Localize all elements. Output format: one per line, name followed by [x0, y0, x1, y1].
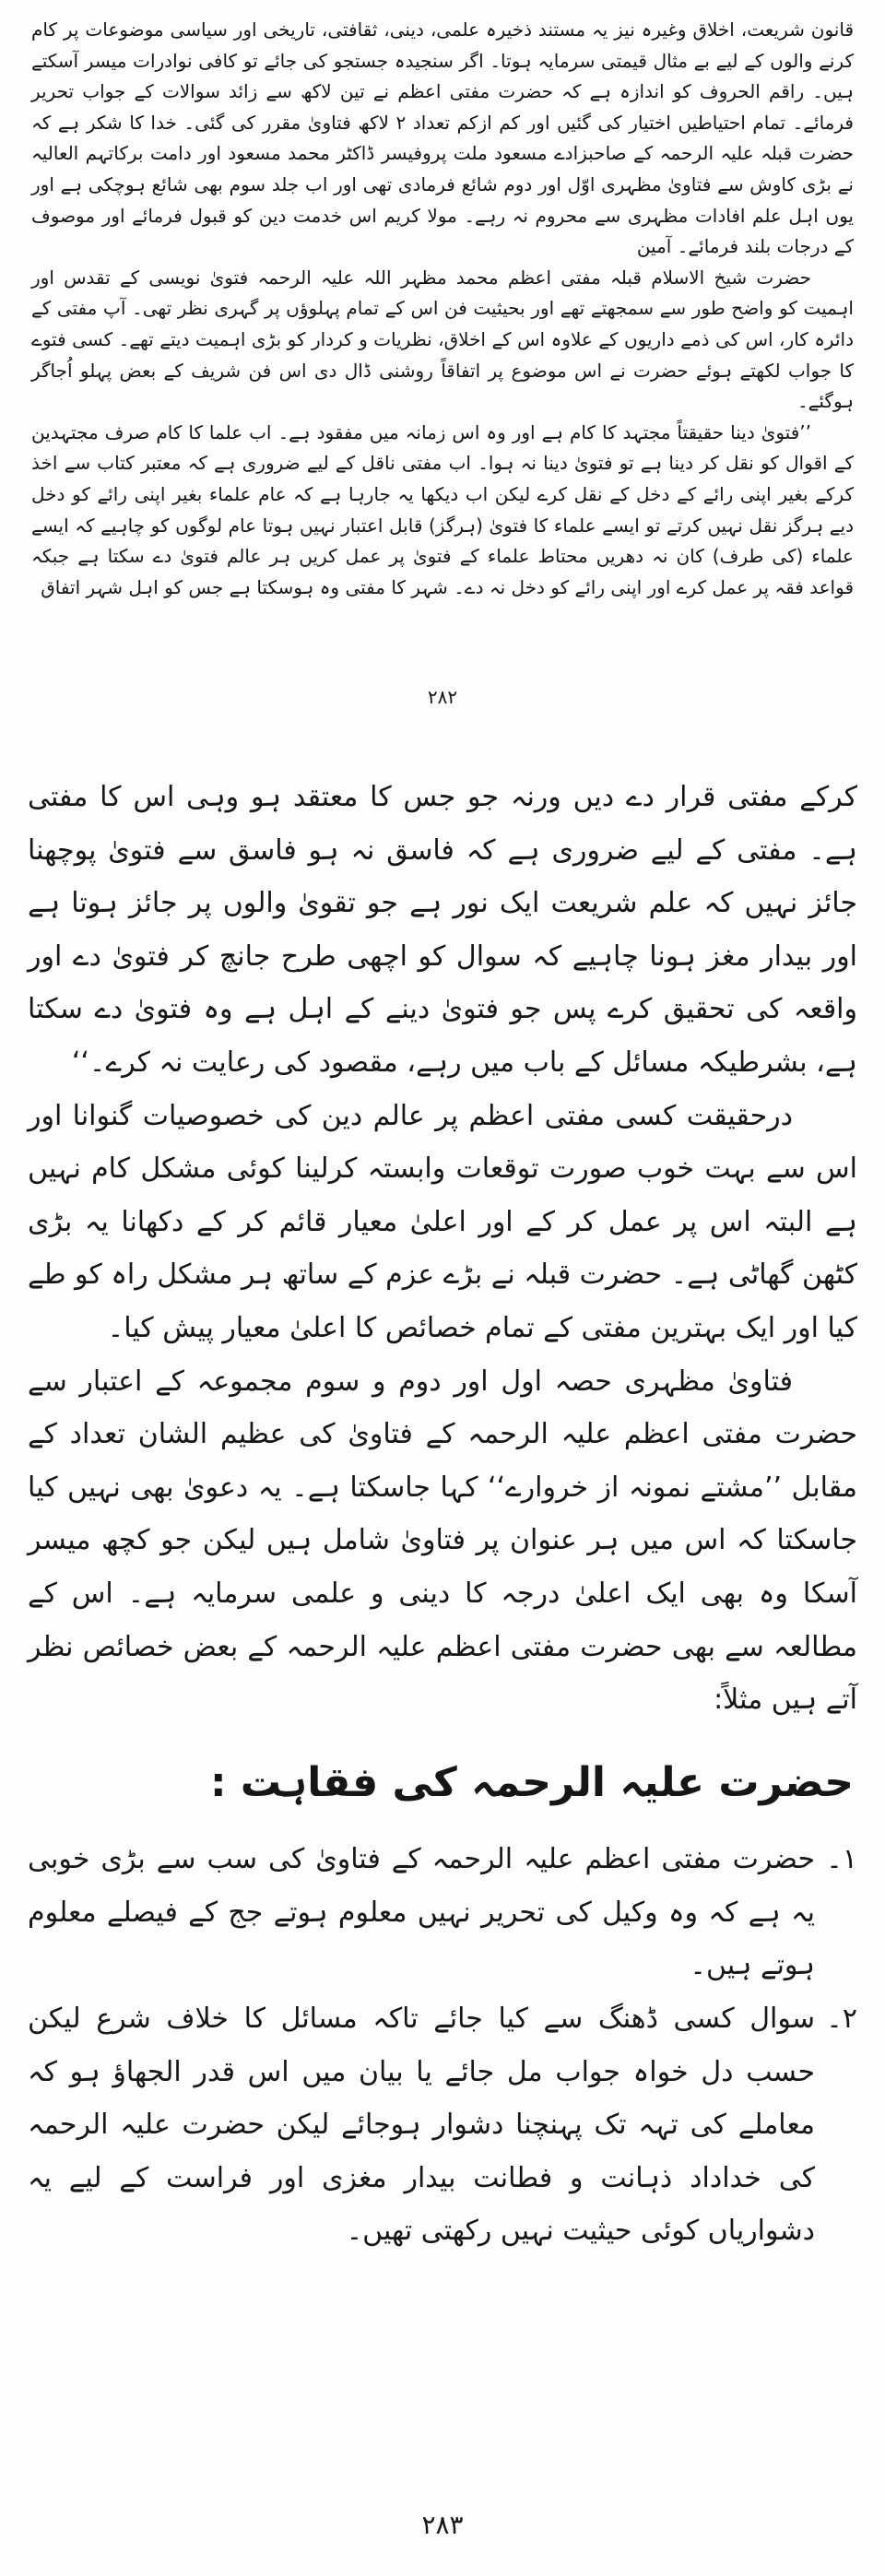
- list-item-text: حضرت مفتی اعظم علیہ الرحمہ کے فتاویٰ کی سب سے بڑی خوبی یہ ہے کہ وہ وکیل کی تحریر نہیں معلوم ہوتے جج کے فیصلے معلوم ہوتے ہیں۔: [28, 1843, 815, 1982]
- paragraph-continuation: قانون شریعت، اخلاق وغیرہ نیز یہ مستند ذخیرہ علمی، دینی، ثقافتی، تاریخی اور سیاسی موضوعات پر کام کرنے والوں کے لیے بے مثال قیمتی سرمایہ ہوتا۔ اگر سنجیدہ جستجو کی جائے تو کافی نوادرات میسر آسکتے ہیں۔ راقم الحروف کو اندازہ ہے کہ حضرت مفتی اعظم نے تین لاکھ سے زائد سوالات کے جواب تحریر فرمائے۔ تمام احتیاطیں اختیار کی گئیں اور کم ازکم تعداد ۲ لاکھ فتاویٰ مقرر کی گئی۔ خدا کا شکر ہے کہ حضرت قبلہ علیہ الرحمہ کے صاحبزادے مسعود ملت پروفیسر ڈاکٹر محمد مسعود اور دامت برکاتہم العالیہ نے بڑی کاوش سے فتاویٰ مظہری اوّل اور دوم شائع فرمادی تھی اور اب جلد سوم بھی شائع ہوچکی ہے اور یوں اہل علم افادات مظہری سے محروم نہ رہے۔ مولا کریم اس خدمت دین کو قبول فرمائے اور موصوف کے درجات بلند فرمائے۔ آمین: [31, 18, 854, 258]
- page-number: ۲۸۲: [427, 686, 458, 709]
- list-item: [28, 1992, 857, 2258]
- list-item-number: ۱۔: [826, 1843, 857, 1876]
- numbered-list: [28, 1833, 857, 2258]
- page-number: ۲۸۳: [421, 2510, 464, 2541]
- list-item-text: سوال کسی ڈھنگ سے کیا جائے تاکہ مسائل کا خلاف شرع لیکن حسب دل خواہ جواب مل جائے یا بیان میں اس قدر الجھاؤ ہو کہ معاملے کی تہہ تک پہنچنا دشوار ہوجائے لیکن حضرت علیہ الرحمہ کی خداداد ذہانت و فطانت بیدار مغزی اور فراست کے لیے یہ دشواریاں کوئی حیثیت نہیں رکھتی تھیں۔: [28, 2003, 815, 2248]
- paragraph: حضرت شیخ الاسلام قبلہ مفتی اعظم محمد مظہر اللہ علیہ الرحمہ فتویٰ نویسی کے تقدس اور اہمیت کو واضح طور سے سمجھتے تھے اور بحیثیت فن اس کے تمام پہلوؤں پر گہری نظر تھی۔ آپ مفتی کے دائرہ کار، اس کی ذمے داریوں کے علاوہ اس کے اخلاق، نظریات و کردار کو بڑی اہمیت دیتے تھے۔ کسی فتوے کا جواب لکھتے ہوئے حضرت نے اس موضوع پر اتفاقاً روشنی ڈال دی اس فن شریف کے بعض پہلو اُجاگر ہوگئے۔: [31, 266, 854, 413]
- section-heading: حضرت علیہ الرحمہ کی فقاہت :: [209, 1758, 854, 1806]
- list-item-number: ۲۔: [826, 2003, 857, 2036]
- paragraph: درحقیقت کسی مفتی اعظم پر عالم دین کی خصوصیات گنوانا اور اس سے بہت خوب صورت توقعات وابستہ کرلینا کوئی مشکل کام نہیں ہے البتہ اس پر عمل کر کے اور اعلیٰ معیار قائم کر کے دکھانا یہ بڑی کٹھن گھاٹی ہے۔ حضرت قبلہ نے بڑے عزم کے ساتھ ہر مشکل راہ کو طے کیا اور ایک بہترین مفتی کے تمام خصائص کا اعلیٰ معیار پیش کیا۔: [28, 1099, 857, 1344]
- book-page-282: [0, 0, 885, 728]
- quote-paragraph: ’’فتویٰ دینا حقیقتاً مجتہد کا کام ہے اور وہ اس زمانہ میں مفقود ہے۔ اب علما کا کام صرف مجتہدین کے اقوال کو نقل کر دینا ہے تو فتویٰ دینا نہ ہوا۔ اب مفتی ناقل کے لیے ضروری ہے کہ معتبر کتاب سے اخذ کرکے بغیر اپنی رائے کے دخل کے نقل کرے لیکن اب دیکھا یہ جارہا ہے کہ عام علماء بغیر اپنی رائے کو دخل دیے ہرگز نقل نہیں کرتے تو ایسے علماء کا فتویٰ (ہرگز) قابل اعتبار نہیں ہوتا عام لوگوں کو چاہیے کہ ایسے علماء (کی طرف) کان نہ دھریں محتاط علماء کے فتویٰ پر عمل کریں ہر عالم فتویٰ دے سکتا ہے جبکہ قواعد فقہ پر عمل کرے اور اپنی رائے کو دخل نہ دے۔ شہر کا مفتی وہ ہوسکتا ہے جس کو اہل شہر اتفاق: [31, 420, 854, 598]
- paragraph: فتاویٰ مظہری حصہ اول اور دوم و سوم مجموعہ کے اعتبار سے حضرت مفتی اعظم علیہ الرحمہ کے فتاویٰ کی عظیم الشان تعداد کے مقابل ’’مشتے نمونہ از خروارے‘‘ کہا جاسکتا ہے۔ یہ دعویٰ بھی نہیں کیا جاسکتا کہ اس میں ہر عنوان پر فتاویٰ شامل ہیں لیکن جو کچھ میسر آسکا وہ بھی ایک اعلیٰ درجہ کا دینی و علمی سرمایہ ہے۔ اس کے مطالعہ سے بھی حضرت مفتی اعظم علیہ الرحمہ کے بعض خصائص نظر آتے ہیں مثلاً:: [28, 1365, 857, 1717]
- quote-paragraph-continuation: کرکے مفتی قرار دے دیں ورنہ جو جس کا معتقد ہو وہی اس کا مفتی ہے۔ مفتی کے لیے ضروری ہے کہ فاسق نہ ہو فاسق سے فتویٰ پوچھنا جائز نہیں کہ علم شریعت ایک نور ہے جو تقویٰ والوں پر جائز ہوتا ہے اور بیدار مغز ہونا چاہیے کہ سوال کو اچھی طرح جانچ کر فتویٰ دے اور واقعہ کی تحقیق کرے پس جو فتویٰ دینے کے اہل ہے وہ فتویٰ دے سکتا ہے، بشرطیکہ مسائل کے باب میں رہے، مقصود کی رعایت نہ کرے۔‘‘: [28, 781, 857, 1079]
- list-item: [28, 1833, 857, 1992]
- book-page-283: [0, 728, 885, 2576]
